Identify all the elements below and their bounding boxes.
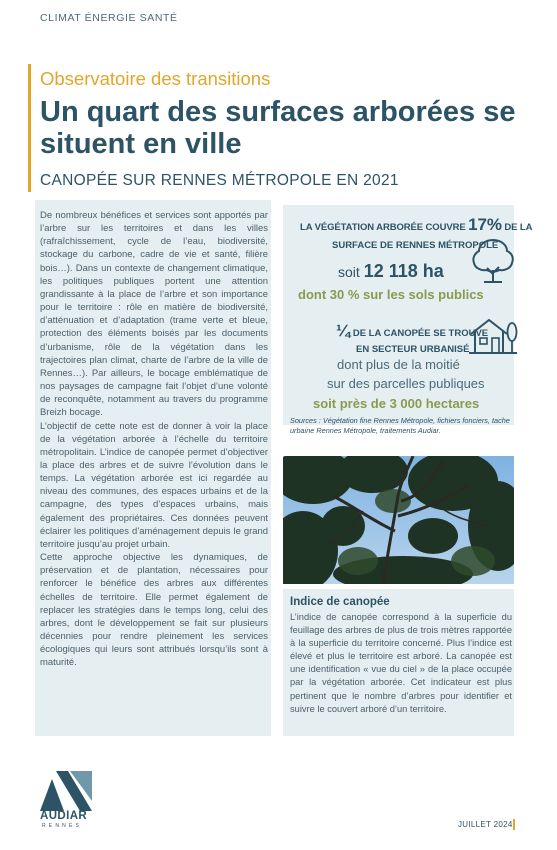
stat-coverage-line1: LA VÉGÉTATION ARBORÉE COUVRE 17% DE LA <box>300 215 533 234</box>
stat-urban-line2: EN SECTEUR URBANISÉ <box>356 344 470 355</box>
sources-note: Sources : Végétation fine Rennes Métropole, fichiers fonciers, tache urbaine Rennes Métropole, traitements Audiar. <box>290 416 510 435</box>
stat-coverage-line2: SURFACE DE RENNES MÉTROPOLE <box>332 240 499 251</box>
stat-urban-line3: dont plus de la moitié <box>337 357 460 372</box>
stat-percentage: 17% <box>468 215 502 234</box>
category-label: CLIMAT ÉNERGIE SANTÉ <box>40 12 178 24</box>
tree-canopy-photo <box>283 456 514 584</box>
kicker: Observatoire des transitions <box>40 68 271 89</box>
stat-urban-hectares: soit près de 3 000 hectares <box>313 396 480 411</box>
paragraph: Cette approche objective les dynamiques, de préservation et de plantation, nécessaires pour renforcer le bénéfice des arbres aux différentes échelles de territoire. Elle permet également de replacer les stratégies dans le temps long, celui des arbres, dont le développement se fait sur plusieurs décennies pour rendre pleinement les services écologiques qui leurs sont attribués lorsqu’ils sont à maturité. <box>40 552 268 669</box>
logo-name: AUDIAR <box>40 810 88 822</box>
stat-public-share: dont 30 % sur les sols publics <box>298 287 484 302</box>
audiar-logo <box>40 771 92 811</box>
publication-date: JUILLET 2024 <box>458 820 513 829</box>
tree-icon <box>470 236 516 284</box>
canopy-index-title: Indice de canopée <box>290 596 390 608</box>
page-title: Un quart des surfaces arborées se situent en ville <box>40 96 516 160</box>
intro-text <box>40 209 268 669</box>
subtitle: CANOPÉE SUR RENNES MÉTROPOLE EN 2021 <box>40 172 399 189</box>
title-accent-bar <box>28 64 31 192</box>
paragraph: De nombreux bénéfices et services sont apportés par l’arbre sur les territoires et dans les villes (rafraîchissement, cycle de l’eau, biodiversité, stockage du carbone, cadre de vie et santé, filière bois…). Dans un contexte de changement climatique, les politiques publiques portent une attention grandissante à la place de l’arbre et son importance pour le territoire : rôle en matière de biodiversité, d’atténuation et d’adaptation (trame verte et bleue, protection des éléments boisés par les documents d’urbanisme, rôle de la végétation dans les trajectoires plan climat, charte de l’arbre de la ville de Rennes…). Par ailleurs, le bocage emblématique de nos paysages de campagne fait l’objet d’une volonté de reconquête, notamment au travers du programme Breizh bocage. <box>40 210 268 419</box>
canopy-index-text: L’indice de canopée correspond à la superficie du feuillage des arbres de plus de trois mètres rapportée à la superficie du territoire concerné. Plus l’indice est élevé et plus le territoire est arboré. La canopée est une identification « vue du ciel » de la place occupée par la végétation arborée. Cet indicateur est plus pertinent que le nombre d’arbres pour identifier et suivre le couvert arboré d’un territoire. <box>290 612 512 714</box>
stat-urban-line4: sur des parcelles publiques <box>327 376 485 391</box>
date-accent-bar <box>513 819 515 830</box>
logo-subtitle: RENNES <box>42 823 83 829</box>
stat-urban-line1: ¼ DE LA CANOPÉE SE TROUVE <box>336 321 489 340</box>
house-tree-icon <box>468 316 518 356</box>
paragraph: L’objectif de cette note est de donner à voir la place de la végétation arborée à l’échelle du territoire métropolitain. L’indice de canopée permet d’objectiver la place des arbres et de suivre l’évolution dans le temps. La végétation arborée est ici regardée au niveau des communes, des espaces urbains et de la campagne, des types d’espaces urbains, mais également des propriétaires. Ces données peuvent éclairer les politiques d’aménagement depuis le grand territoire jusqu’au projet urbain. <box>40 420 268 550</box>
stat-hectares: soit 12 118 ha <box>338 261 444 281</box>
